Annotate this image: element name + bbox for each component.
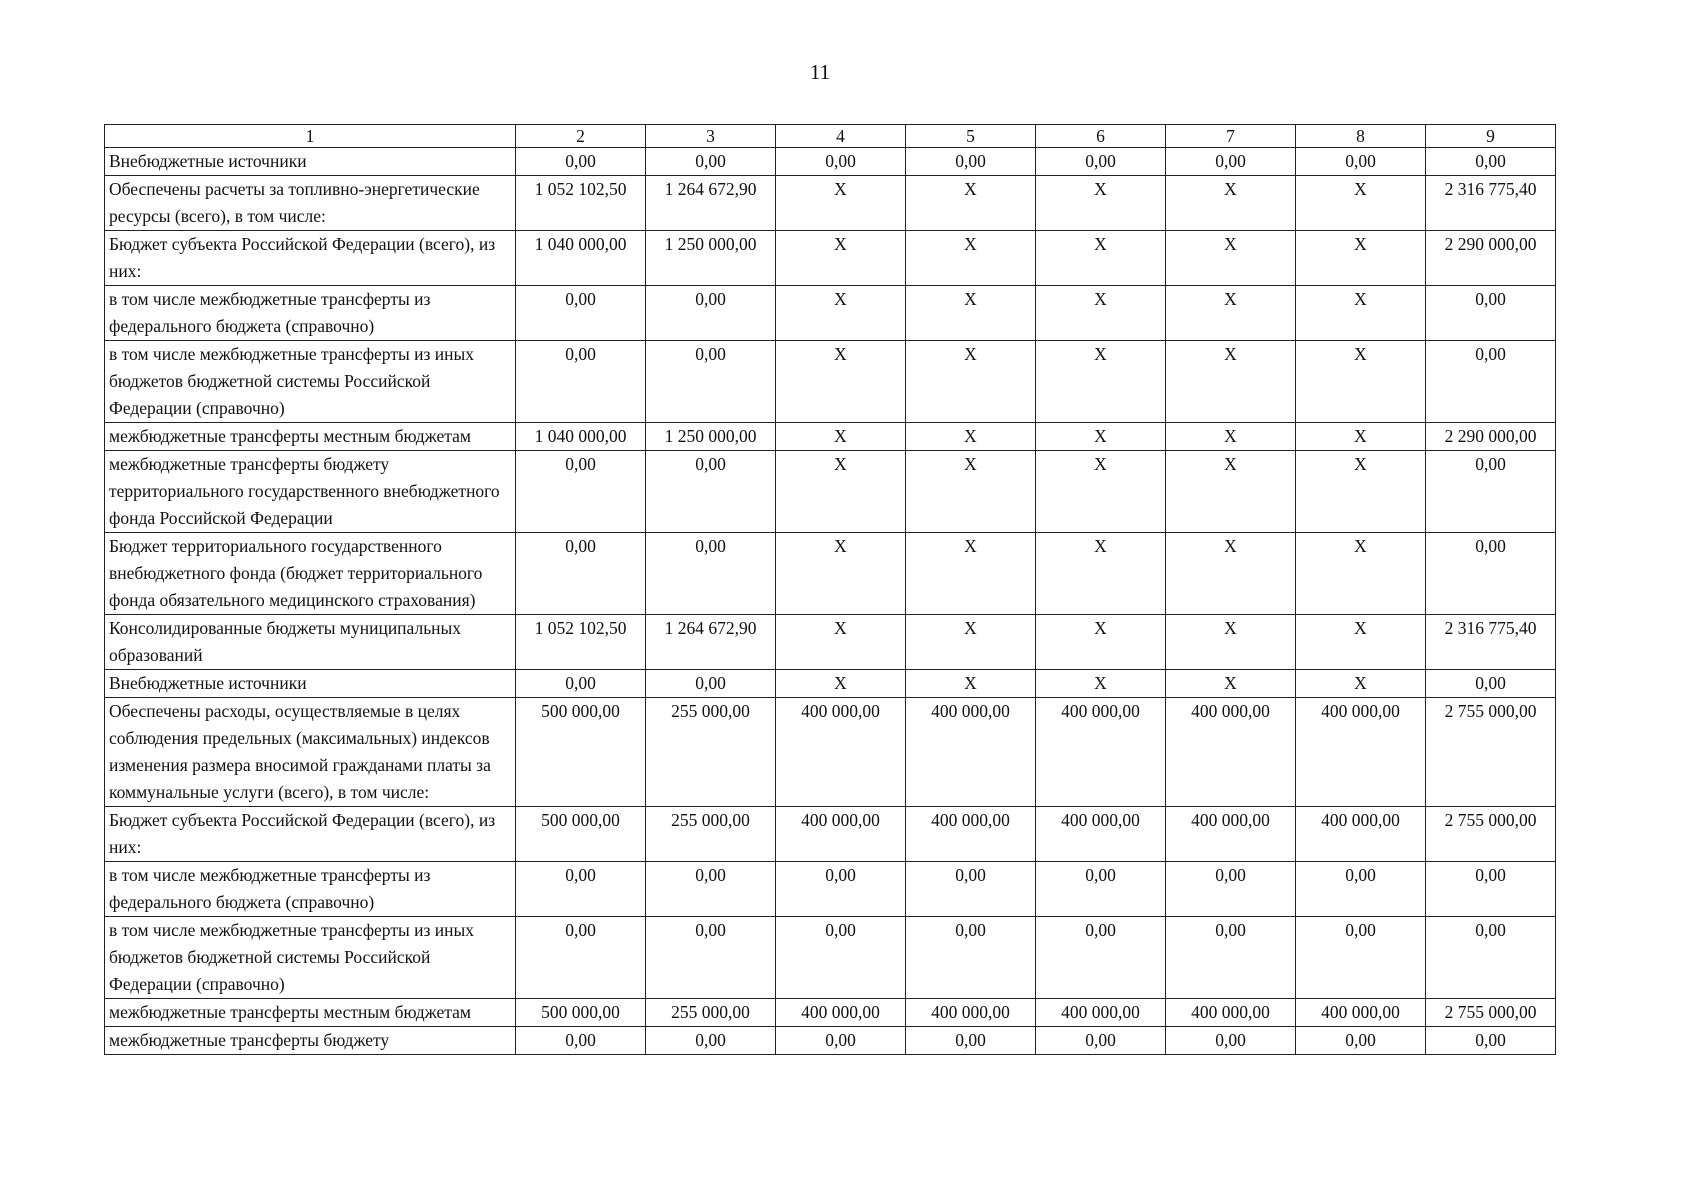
value-cell: 400 000,00 — [1036, 999, 1166, 1027]
value-cell: 0,00 — [906, 917, 1036, 999]
value-cell: X — [906, 286, 1036, 341]
value-cell: 400 000,00 — [776, 999, 906, 1027]
value-cell: 1 264 672,90 — [646, 615, 776, 670]
value-cell: 0,00 — [776, 1027, 906, 1055]
value-cell: 0,00 — [646, 1027, 776, 1055]
value-cell: 2 290 000,00 — [1426, 423, 1556, 451]
table-row — [105, 917, 1556, 999]
value-cell: X — [1166, 176, 1296, 231]
value-cell: 0,00 — [1166, 862, 1296, 917]
column-header: 3 — [646, 125, 776, 148]
value-cell: X — [1036, 231, 1166, 286]
table-row — [105, 286, 1556, 341]
value-cell: X — [1166, 341, 1296, 423]
value-cell: X — [1036, 286, 1166, 341]
value-cell: 0,00 — [1296, 917, 1426, 999]
value-cell: 0,00 — [516, 917, 646, 999]
value-cell: 0,00 — [1426, 148, 1556, 176]
value-cell: X — [1296, 423, 1426, 451]
value-cell: X — [1296, 533, 1426, 615]
table-row — [105, 231, 1556, 286]
value-cell: 0,00 — [516, 670, 646, 698]
value-cell: X — [1036, 670, 1166, 698]
value-cell: 0,00 — [1426, 1027, 1556, 1055]
value-cell: 0,00 — [1296, 1027, 1426, 1055]
value-cell: 0,00 — [646, 533, 776, 615]
budget-table — [104, 124, 1556, 1055]
value-cell: 400 000,00 — [776, 698, 906, 807]
value-cell: X — [1166, 451, 1296, 533]
value-cell: X — [906, 615, 1036, 670]
value-cell: 0,00 — [646, 451, 776, 533]
column-header: 6 — [1036, 125, 1166, 148]
value-cell: 255 000,00 — [646, 698, 776, 807]
value-cell: X — [906, 176, 1036, 231]
value-cell: 0,00 — [1296, 862, 1426, 917]
value-cell: X — [776, 670, 906, 698]
value-cell: 0,00 — [1426, 917, 1556, 999]
value-cell: 0,00 — [516, 148, 646, 176]
column-header: 1 — [105, 125, 516, 148]
value-cell: X — [776, 533, 906, 615]
value-cell: 0,00 — [776, 862, 906, 917]
value-cell: 0,00 — [1166, 148, 1296, 176]
value-cell: 0,00 — [516, 862, 646, 917]
column-header: 8 — [1296, 125, 1426, 148]
value-cell: X — [1036, 176, 1166, 231]
value-cell: X — [1166, 615, 1296, 670]
row-label: Бюджет субъекта Российской Федерации (всего), из них: — [105, 807, 516, 862]
value-cell: X — [906, 341, 1036, 423]
value-cell: 0,00 — [776, 917, 906, 999]
value-cell: X — [1036, 341, 1166, 423]
value-cell: X — [906, 231, 1036, 286]
value-cell: 400 000,00 — [1166, 807, 1296, 862]
value-cell: 0,00 — [646, 862, 776, 917]
value-cell: 0,00 — [1036, 148, 1166, 176]
value-cell: X — [1296, 341, 1426, 423]
row-label: в том числе межбюджетные трансферты из федерального бюджета (справочно) — [105, 862, 516, 917]
table-row — [105, 148, 1556, 176]
value-cell: X — [1296, 176, 1426, 231]
value-cell: 500 000,00 — [516, 698, 646, 807]
value-cell: 1 052 102,50 — [516, 615, 646, 670]
value-cell: 0,00 — [1426, 286, 1556, 341]
value-cell: 400 000,00 — [906, 999, 1036, 1027]
row-label: в том числе межбюджетные трансферты из иных бюджетов бюджетной системы Российской Федерации (справочно) — [105, 917, 516, 999]
value-cell: 0,00 — [1036, 862, 1166, 917]
value-cell: 0,00 — [1036, 1027, 1166, 1055]
value-cell: 400 000,00 — [776, 807, 906, 862]
row-label: межбюджетные трансферты бюджету — [105, 1027, 516, 1055]
value-cell: 0,00 — [646, 917, 776, 999]
row-label: в том числе межбюджетные трансферты из иных бюджетов бюджетной системы Российской Федерации (справочно) — [105, 341, 516, 423]
row-label: Консолидированные бюджеты муниципальных образований — [105, 615, 516, 670]
value-cell: 400 000,00 — [1296, 698, 1426, 807]
value-cell: X — [1166, 231, 1296, 286]
page-number: 11 — [809, 60, 831, 84]
value-cell: 0,00 — [646, 286, 776, 341]
value-cell: 0,00 — [516, 533, 646, 615]
value-cell: 400 000,00 — [1296, 999, 1426, 1027]
row-label: Внебюджетные источники — [105, 148, 516, 176]
value-cell: 2 755 000,00 — [1426, 807, 1556, 862]
value-cell: X — [776, 451, 906, 533]
table-row — [105, 176, 1556, 231]
value-cell: 400 000,00 — [1036, 807, 1166, 862]
header-row — [105, 125, 1556, 148]
value-cell: X — [1036, 423, 1166, 451]
row-label: Обеспечены расходы, осуществляемые в целях соблюдения предельных (максимальных) индексов изменения размера вносимой гражданами платы за коммунальные услуги (всего), в том числе: — [105, 698, 516, 807]
table-header — [105, 125, 1556, 148]
value-cell: 400 000,00 — [906, 807, 1036, 862]
value-cell: 400 000,00 — [1166, 999, 1296, 1027]
value-cell: 400 000,00 — [1036, 698, 1166, 807]
column-header: 7 — [1166, 125, 1296, 148]
value-cell: 1 264 672,90 — [646, 176, 776, 231]
value-cell: X — [1296, 451, 1426, 533]
value-cell: 0,00 — [516, 286, 646, 341]
value-cell: X — [1036, 615, 1166, 670]
value-cell: 0,00 — [906, 1027, 1036, 1055]
value-cell: 0,00 — [646, 341, 776, 423]
value-cell: X — [1166, 670, 1296, 698]
value-cell: X — [1296, 670, 1426, 698]
value-cell: 1 040 000,00 — [516, 231, 646, 286]
column-header: 2 — [516, 125, 646, 148]
row-label: межбюджетные трансферты бюджету территориального государственного внебюджетного фонда Российской Федерации — [105, 451, 516, 533]
value-cell: X — [906, 533, 1036, 615]
value-cell: 2 316 775,40 — [1426, 615, 1556, 670]
value-cell: X — [1166, 533, 1296, 615]
value-cell: 0,00 — [1426, 451, 1556, 533]
value-cell: 2 290 000,00 — [1426, 231, 1556, 286]
value-cell: 500 000,00 — [516, 807, 646, 862]
value-cell: 0,00 — [646, 670, 776, 698]
table-row — [105, 698, 1556, 807]
value-cell: X — [906, 423, 1036, 451]
table-row — [105, 862, 1556, 917]
value-cell: X — [776, 286, 906, 341]
value-cell: 400 000,00 — [1296, 807, 1426, 862]
value-cell: X — [1166, 423, 1296, 451]
row-label: Обеспечены расчеты за топливно-энергетические ресурсы (всего), в том числе: — [105, 176, 516, 231]
value-cell: X — [906, 451, 1036, 533]
value-cell: X — [1296, 286, 1426, 341]
row-label: Бюджет субъекта Российской Федерации (всего), из них: — [105, 231, 516, 286]
value-cell: 0,00 — [1426, 341, 1556, 423]
value-cell: 0,00 — [516, 341, 646, 423]
value-cell: 0,00 — [516, 451, 646, 533]
value-cell: X — [776, 231, 906, 286]
value-cell: X — [1296, 615, 1426, 670]
table-row — [105, 999, 1556, 1027]
table-row — [105, 533, 1556, 615]
value-cell: 255 000,00 — [646, 807, 776, 862]
value-cell: 0,00 — [646, 148, 776, 176]
value-cell: X — [1166, 286, 1296, 341]
value-cell: X — [1036, 533, 1166, 615]
table-row — [105, 451, 1556, 533]
value-cell: 500 000,00 — [516, 999, 646, 1027]
table-row — [105, 615, 1556, 670]
table-row — [105, 423, 1556, 451]
value-cell: 0,00 — [906, 862, 1036, 917]
column-header: 5 — [906, 125, 1036, 148]
value-cell: 0,00 — [516, 1027, 646, 1055]
value-cell: 400 000,00 — [906, 698, 1036, 807]
row-label: Бюджет территориального государственного внебюджетного фонда (бюджет территориального фонда обязательного медицинского страхования) — [105, 533, 516, 615]
value-cell: 2 755 000,00 — [1426, 698, 1556, 807]
value-cell: 255 000,00 — [646, 999, 776, 1027]
value-cell: X — [906, 670, 1036, 698]
value-cell: 1 250 000,00 — [646, 423, 776, 451]
row-label: межбюджетные трансферты местным бюджетам — [105, 423, 516, 451]
table-row — [105, 341, 1556, 423]
table-row — [105, 670, 1556, 698]
value-cell: 0,00 — [1166, 917, 1296, 999]
table-row — [105, 1027, 1556, 1055]
value-cell: 0,00 — [776, 148, 906, 176]
row-label: в том числе межбюджетные трансферты из федерального бюджета (справочно) — [105, 286, 516, 341]
value-cell: 0,00 — [1296, 148, 1426, 176]
value-cell: X — [776, 341, 906, 423]
value-cell: X — [776, 423, 906, 451]
value-cell: 0,00 — [1166, 1027, 1296, 1055]
value-cell: 0,00 — [1426, 670, 1556, 698]
value-cell: 0,00 — [1426, 862, 1556, 917]
value-cell: X — [1036, 451, 1166, 533]
table-body — [105, 148, 1556, 1055]
value-cell: 0,00 — [1426, 533, 1556, 615]
row-label: межбюджетные трансферты местным бюджетам — [105, 999, 516, 1027]
value-cell: 0,00 — [1036, 917, 1166, 999]
value-cell: X — [776, 615, 906, 670]
value-cell: 1 052 102,50 — [516, 176, 646, 231]
value-cell: 1 040 000,00 — [516, 423, 646, 451]
column-header: 9 — [1426, 125, 1556, 148]
value-cell: X — [776, 176, 906, 231]
value-cell: X — [1296, 231, 1426, 286]
column-header: 4 — [776, 125, 906, 148]
row-label: Внебюджетные источники — [105, 670, 516, 698]
value-cell: 0,00 — [906, 148, 1036, 176]
value-cell: 400 000,00 — [1166, 698, 1296, 807]
value-cell: 2 755 000,00 — [1426, 999, 1556, 1027]
table-row — [105, 807, 1556, 862]
value-cell: 1 250 000,00 — [646, 231, 776, 286]
value-cell: 2 316 775,40 — [1426, 176, 1556, 231]
